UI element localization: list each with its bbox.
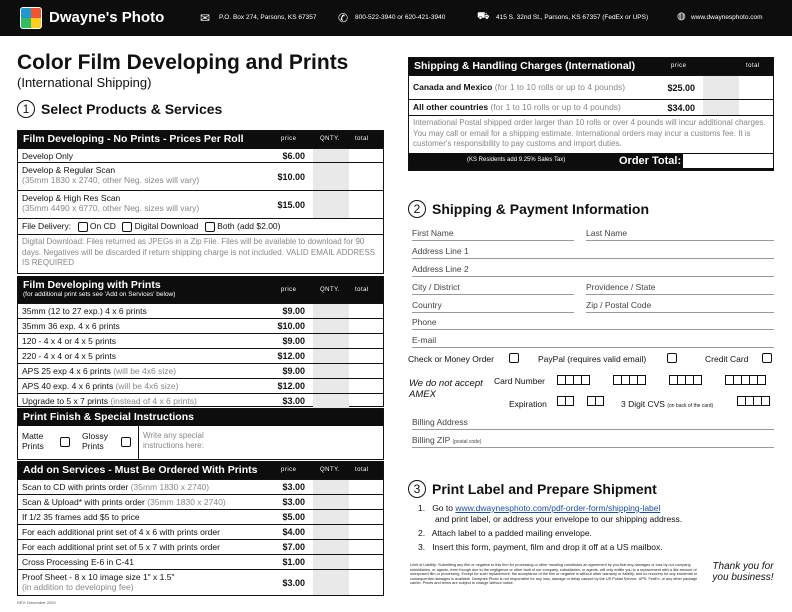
qty-input[interactable] [313, 149, 349, 162]
step-1-heading [17, 100, 222, 118]
table-header [18, 409, 383, 426]
row-label: APS 40 exp. 4 x 6 prints [22, 381, 114, 391]
row-label: Proof Sheet - 8 x 10 image size 1" x 1.5" [22, 572, 175, 582]
row-price: $10.00 [277, 321, 305, 331]
row-label: Scan & Upload* with prints order [22, 497, 145, 507]
instruction-text: Go to [432, 503, 453, 513]
prints-table [17, 276, 384, 407]
logo-icon [20, 7, 42, 29]
instruction-1 [418, 503, 768, 514]
col-price: price [281, 467, 297, 473]
header-bar [0, 0, 792, 36]
col-price: price [281, 287, 297, 293]
step-label: Select Products & Services [41, 101, 223, 117]
col-price: price [281, 136, 297, 142]
row-sub: (in addition to developing fee) [22, 582, 134, 592]
table-title: Add on Services - Must Be Ordered With Prints [23, 464, 258, 476]
row-label: Cross Processing E-6 in C-41 [22, 557, 134, 567]
page-subtitle: (International Shipping) [17, 75, 152, 90]
order-total-bar [409, 153, 773, 170]
row-label: 35mm (12 to 27 exp.) 4 x 6 prints [22, 306, 147, 316]
expiration-label: Expiration [509, 399, 547, 409]
revision-date: REV: December 2020 [17, 600, 56, 605]
print-finish-table [17, 408, 384, 460]
table-row [18, 524, 383, 539]
qty-input[interactable] [313, 349, 349, 363]
step-number: 1 [17, 100, 35, 118]
table-row [409, 75, 773, 99]
table-title: Film Developing with Prints [23, 279, 161, 291]
table-row [18, 303, 383, 318]
table-header [18, 277, 383, 303]
street-address: 415 S. 32nd St., Parsons, KS 67357 (FedEx or UPS) [496, 14, 649, 21]
table-row [18, 569, 383, 595]
qty-input[interactable] [313, 555, 349, 569]
qty-input[interactable] [313, 163, 349, 190]
table-header [409, 58, 773, 75]
row-note: (for 1 to 10 rolls or up to 4 pounds) [490, 102, 621, 112]
table-row [18, 494, 383, 509]
row-price: $3.00 [282, 482, 305, 492]
table-row [18, 162, 383, 190]
row-note: (35mm 1830 x 2740) [130, 482, 210, 492]
row-price: $12.00 [277, 381, 305, 391]
col-price: price [671, 63, 687, 69]
tax-note: (KS Residents add 9.25% Sales Tax) [467, 157, 566, 163]
col-total: total [746, 63, 760, 69]
table-row [18, 190, 383, 218]
row-price: $3.00 [282, 497, 305, 507]
both-label: Both (add $2.00) [217, 221, 281, 231]
row-sub: (35mm 1830 x 2740, other Neg. sizes will vary) [22, 175, 200, 185]
table-row [18, 554, 383, 569]
card-number-input[interactable] [614, 375, 646, 385]
step-2-heading [408, 200, 649, 218]
row-note: (35mm 1830 x 2740) [147, 497, 226, 507]
billing-zip-note: (postal code) [452, 439, 482, 445]
special-instructions-input[interactable]: Write any special instructions here: [143, 431, 204, 450]
state-field[interactable]: Providence / State [586, 282, 774, 295]
col-total: total [355, 467, 369, 473]
qty-input[interactable] [313, 319, 349, 333]
card-number-input[interactable] [726, 375, 766, 385]
row-price: $1.00 [282, 557, 305, 567]
row-label: Canada and Mexico [413, 82, 493, 92]
glossy-label: Glossy Prints [82, 431, 108, 451]
row-price: $9.00 [282, 306, 305, 316]
delivery-label: File Delivery: [22, 221, 72, 231]
col-qnty: QNTY. [320, 136, 341, 142]
order-total-input[interactable] [683, 154, 773, 168]
qty-input[interactable] [313, 304, 349, 318]
mail-address: P.O. Box 274, Parsons, KS 67357 [219, 14, 317, 21]
row-price: $9.00 [282, 366, 305, 376]
download-note: Digital Download: Files returned as JPEGs in a Zip File. Files will be available to download for 90 days. Negatives will be discarded if return shipping charge is not included. VALID EMAIL ADDRESS IS REQUIRED [18, 234, 383, 274]
table-header [18, 462, 383, 479]
qty-input[interactable] [313, 525, 349, 539]
instruction-2 [418, 528, 768, 539]
file-delivery-row [18, 218, 383, 234]
table-row [18, 479, 383, 494]
row-sub: (35mm 4490 x 6770, other Neg. sizes will vary) [22, 203, 200, 213]
both-checkbox[interactable] [205, 222, 215, 232]
table-subtitle: (for additional print sets see 'Add on Services' below) [23, 291, 176, 298]
qty-input[interactable] [313, 480, 349, 494]
row-price: $4.00 [282, 527, 305, 537]
card-number-input[interactable] [558, 375, 590, 385]
step-3-heading [408, 480, 657, 498]
instruction-number: 1. [418, 503, 426, 513]
qty-input[interactable] [313, 191, 349, 218]
row-label: Develop Only [22, 151, 74, 161]
email-field[interactable]: E-mail [412, 335, 774, 348]
row-label: For each additional print set of 5 x 7 with prints order [22, 542, 220, 552]
expiration-year-input[interactable] [588, 396, 604, 406]
page-title: Color Film Developing and Prints [17, 51, 349, 74]
row-note: (will be 4x6 size) [113, 366, 177, 376]
step-label: Print Label and Prepare Shipment [432, 481, 657, 497]
instruction-number: 2. [418, 528, 426, 538]
order-total-label: Order Total: [619, 155, 682, 167]
table-row [18, 393, 383, 408]
digital-download-checkbox[interactable] [122, 222, 132, 232]
table-header [18, 131, 383, 148]
row-note: (instead of 4 x 6 prints) [110, 396, 197, 406]
table-row [18, 148, 383, 162]
row-note: (for 1 to 10 rolls or up to 4 pounds) [494, 82, 626, 92]
row-price: $3.00 [282, 396, 305, 406]
qty-input[interactable] [313, 379, 349, 393]
country-field[interactable]: Country [412, 300, 574, 313]
instruction-1-cont: and print label, or address your envelope to our shipping address. [435, 514, 683, 524]
no-amex-note: We do not accept AMEX [409, 378, 483, 400]
thank-you-note: Thank you for you business! [712, 561, 774, 583]
row-label: Develop & Regular Scan [22, 165, 116, 175]
brand-name: Dwayne's Photo [49, 9, 165, 26]
row-label: APS 25 exp 4 x 6 prints [22, 366, 111, 376]
add-on-services-table [17, 461, 384, 596]
film-developing-table [17, 130, 384, 274]
credit-card-checkbox[interactable] [762, 353, 772, 363]
row-label: 120 - 4 x 4 or 4 x 5 prints [22, 336, 117, 346]
row-price: $7.00 [282, 542, 305, 552]
globe-icon: ◍ [677, 11, 686, 22]
table-row [18, 378, 383, 393]
phone-icon: ✆ [338, 11, 349, 25]
card-number-input[interactable] [670, 375, 702, 385]
row-note: (will be 4x6 size) [115, 381, 179, 391]
row-price: $6.00 [282, 150, 305, 161]
paypal-label: PayPal (requires valid email) [538, 354, 647, 364]
on-cd-label: On CD [89, 221, 116, 231]
instruction-3 [418, 542, 768, 553]
check-label: Check or Money Order [408, 354, 494, 364]
table-row [18, 318, 383, 333]
row-label: 220 - 4 x 4 or 4 x 5 prints [22, 351, 117, 361]
row-label: If 1/2 35 frames add $5 to price [22, 512, 140, 522]
shipping-charges-table [408, 57, 774, 171]
row-price: $12.00 [277, 351, 305, 361]
envelope-icon: ✉ [200, 11, 211, 25]
row-price: $34.00 [667, 102, 695, 113]
cvs-input[interactable] [738, 396, 770, 406]
on-cd-checkbox[interactable] [78, 222, 88, 232]
table-row [18, 363, 383, 378]
table-title: Film Developing - No Prints - Prices Per Roll [23, 133, 244, 145]
table-row [18, 333, 383, 348]
col-qnty: QNTY. [320, 467, 341, 473]
matte-checkbox[interactable] [60, 437, 70, 447]
table-row [18, 539, 383, 554]
glossy-checkbox[interactable] [121, 437, 131, 447]
qty-input[interactable] [313, 540, 349, 554]
row-label: Upgrade to 5 x 7 prints [22, 396, 108, 406]
row-label: All other countries [413, 102, 489, 112]
qty-input[interactable] [313, 364, 349, 378]
expiration-month-input[interactable] [558, 396, 574, 406]
row-label: For each additional print set of 4 x 6 with prints order [22, 527, 220, 537]
qty-input[interactable] [313, 394, 349, 408]
paypal-checkbox[interactable] [667, 353, 677, 363]
instruction-number: 3. [418, 542, 426, 552]
instruction-text: Attach label to a padded mailing envelope. [431, 528, 592, 538]
step-label: Shipping & Payment Information [432, 201, 650, 217]
shipping-note: International Postal shipped order larger than 10 rolls or over 4 pounds will incur additional charges. You may call or email for a shipping estimate. International orders may incur a customs fee. It is customer's responsibility to pay customs and import duties. [409, 115, 773, 153]
col-total: total [355, 287, 369, 293]
address-line-2-field[interactable]: Address Line 2 [412, 264, 774, 277]
table-row [409, 99, 773, 115]
last-name-field[interactable]: Last Name [586, 228, 774, 241]
cvs-note: (on back of the card) [667, 403, 714, 409]
col-qnty: QNTY. [320, 287, 341, 293]
check-checkbox[interactable] [509, 353, 519, 363]
truck-icon: ⛟ [477, 11, 490, 22]
card-number-label: Card Number [494, 376, 546, 386]
row-price: $9.00 [282, 336, 305, 346]
matte-label: Matte Prints [22, 431, 44, 451]
qty-input[interactable] [313, 334, 349, 348]
cvs-label-text: 3 Digit CVS [621, 399, 665, 409]
phone-number: 800-522-3940 or 620-421-3940 [355, 14, 446, 21]
billing-zip-field[interactable] [412, 435, 774, 448]
instruction-text: Insert this form, payment, film and drop it off at a US mailbox. [432, 542, 663, 552]
qty-input[interactable] [313, 570, 349, 595]
first-name-field[interactable]: First Name [412, 228, 574, 241]
table-title: Print Finish & Special Instructions [23, 411, 194, 423]
row-label: Scan to CD with prints order [22, 482, 129, 492]
row-price: $5.00 [282, 512, 305, 522]
billing-address-field[interactable]: Billing Address [412, 417, 774, 430]
city-field[interactable]: City / District [412, 282, 574, 295]
step-number: 3 [408, 480, 426, 498]
billing-zip-label: Billing ZIP [412, 435, 451, 445]
qty-input[interactable] [703, 100, 739, 115]
qty-input[interactable] [703, 76, 739, 99]
table-row [18, 509, 383, 524]
row-label: 35mm 36 exp. 4 x 6 prints [22, 321, 120, 331]
row-label: Develop & High Res Scan [22, 193, 121, 203]
row-price: $25.00 [667, 82, 695, 93]
row-price: $10.00 [277, 171, 305, 182]
row-price: $3.00 [282, 577, 305, 588]
zip-field[interactable]: Zip / Postal Code [586, 300, 774, 313]
phone-field[interactable]: Phone [412, 317, 774, 330]
digital-download-label: Digital Download [134, 221, 199, 231]
cvs-label [621, 399, 713, 409]
instructions-list [418, 503, 768, 553]
table-row [18, 348, 383, 363]
credit-card-label: Credit Card [705, 354, 749, 364]
col-total: total [355, 136, 369, 142]
shipping-label-link[interactable]: www.dwaynesphoto.com/pdf-order-form/shipping-label [455, 503, 661, 513]
table-title: Shipping & Handling Charges (International) [414, 60, 636, 72]
address-line-1-field[interactable]: Address Line 1 [412, 246, 774, 259]
row-price: $15.00 [277, 199, 305, 210]
liability-text: Limit of Liability: Submitting any film or negative to this firm for processing or other handling constitutes an agreement by you that any damages or loss by our company, subsidiaries, or agents, even though due to the negligence or other fault of our company, subsidiaries, or agents, will only entitle you to a replacement with a like amount of unexposed film or processing. Except for such replacement, the acceptance of the film or negative is without other warranty or liability, and no recovery for any incidental or consequential damages is available. Dwaynes Photo is not responsible for any loss, damage or delay caused by the US Postal Service, UPS, FedEx, or any other package carrier. Prices and terms are subject to change without notice. [410, 563, 698, 585]
website[interactable]: www.dwaynesphoto.com [691, 14, 763, 21]
qty-input[interactable] [313, 510, 349, 524]
step-number: 2 [408, 200, 426, 218]
qty-input[interactable] [313, 495, 349, 509]
